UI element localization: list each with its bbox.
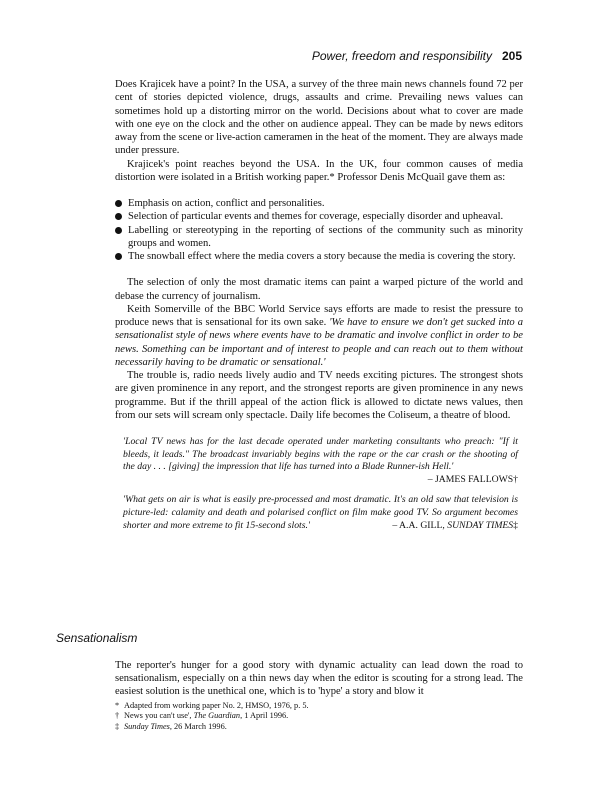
paragraph-selection: The selection of only the most dramatic items can paint a warped picture of the world and debase the currency of journalism. xyxy=(115,277,523,302)
quote-attribution: – JAMES FALLOWS† xyxy=(427,473,518,485)
sensationalism-text xyxy=(115,648,523,709)
bullet-icon xyxy=(115,213,122,220)
somerville-quote: 'We have to ensure we don't get sucked into a sensationalist style of news where events have to be dramatic and involve conflict in order to be news. Something can be important and of interest to people and can reach out to them without necessarily having to be dramatic or sensational.' xyxy=(115,317,523,368)
paragraph-sensationalism: The reporter's hunger for a good story with dynamic actuality can lead down the road to sensationalism, especially on a thin news day when the editor is scouting for a strong lead. The easiest solution is the unethical one, which is to 'hype' a story and blow it xyxy=(115,659,523,698)
bullet-icon xyxy=(115,227,122,234)
paragraph-somerville: Keith Somerville of the BBC World Service says efforts are made to resist the pressure to produce news that is sensational for its own sake. 'We have to ensure we don't get sucked into a sensationalist style of news where events have to be dramatic and involve conflict in order to be news. Something can be important and of interest to people and can reach out to them without necessarily having to be dramatic or sensational.' xyxy=(115,303,523,368)
footnote: † News you can't use', The Guardian, 1 April 1996. xyxy=(115,711,289,721)
paragraph-trouble: The trouble is, radio needs lively audio and TV needs exciting pictures. The strongest shots are given prominence in any report, and the strongest reports are given prominence in any news programme. But if the thrill appeal of the action flick is allowed to dictate news values, then from our sets will scream only spectacle. Daily life becomes the Coliseum, a theatre of blood. xyxy=(115,370,523,421)
footnote: ‡ Sunday Times, 26 March 1996. xyxy=(115,721,227,731)
paragraph-media-distortion: Krajicek's point reaches beyond the USA. In the UK, four common causes of media distortion were isolated in a British working paper.* Professor Denis McQuail gave them as: xyxy=(115,158,523,183)
running-header xyxy=(312,49,522,63)
quote-text: 'What gets on air is what is easily pre-processed and most dramatic. It's an old saw that television is picture-led: calamity and death and polarised conflict on film make good TV. So argument becomes shorter and more extreme to fit 15-second slots.' xyxy=(123,494,518,531)
pull-quote-gill xyxy=(123,494,518,532)
list-item: Labelling or stereotyping in the reporting of sections of the community such as minority groups and women. xyxy=(115,224,523,251)
pull-quote-fallows xyxy=(123,436,518,486)
bullet-icon xyxy=(115,253,122,260)
distortion-causes-list xyxy=(115,197,523,263)
section-heading: Sensationalism xyxy=(56,631,138,645)
footnotes xyxy=(115,701,523,732)
bullet-icon xyxy=(115,200,122,207)
list-item: Selection of particular events and themes for coverage, especially disorder and upheaval. xyxy=(115,210,523,223)
footnote: * Adapted from working paper No. 2, HMSO, 1976, p. 5. xyxy=(115,701,309,710)
running-title: Power, freedom and responsibility xyxy=(311,49,492,63)
page-number: 205 xyxy=(501,49,522,63)
list-item: The snowball effect where the media covers a story because the media is covering the story. xyxy=(115,250,523,263)
main-text xyxy=(115,78,523,532)
quote-attribution: – A.A. GILL, SUNDAY TIMES‡ xyxy=(392,519,518,531)
quote-text: 'Local TV news has for the last decade operated under marketing consultants who preach: "If it bleeds, it leads." The broadcast invariably begins with the rape or the car crash or the shooting of the day . . . [giving] the impression that life has turned into a Blade Runner-ish Hell.' xyxy=(123,436,518,473)
list-item: Emphasis on action, conflict and personalities. xyxy=(115,197,523,210)
paragraph-krajicek-point: Does Krajicek have a point? In the USA, a survey of the three main news channels found 72 per cent of stories depicted violence, drugs, assaults and crime. Prevailing news values can sometimes hold up a distorting mirror on the world. Decisions about what to cover are made with one eye on the clock and the other on audience appeal. They can be made by news editors away from the scene or live-action cameramen in the heat of the moment. They are always made under pressure. xyxy=(115,79,523,157)
